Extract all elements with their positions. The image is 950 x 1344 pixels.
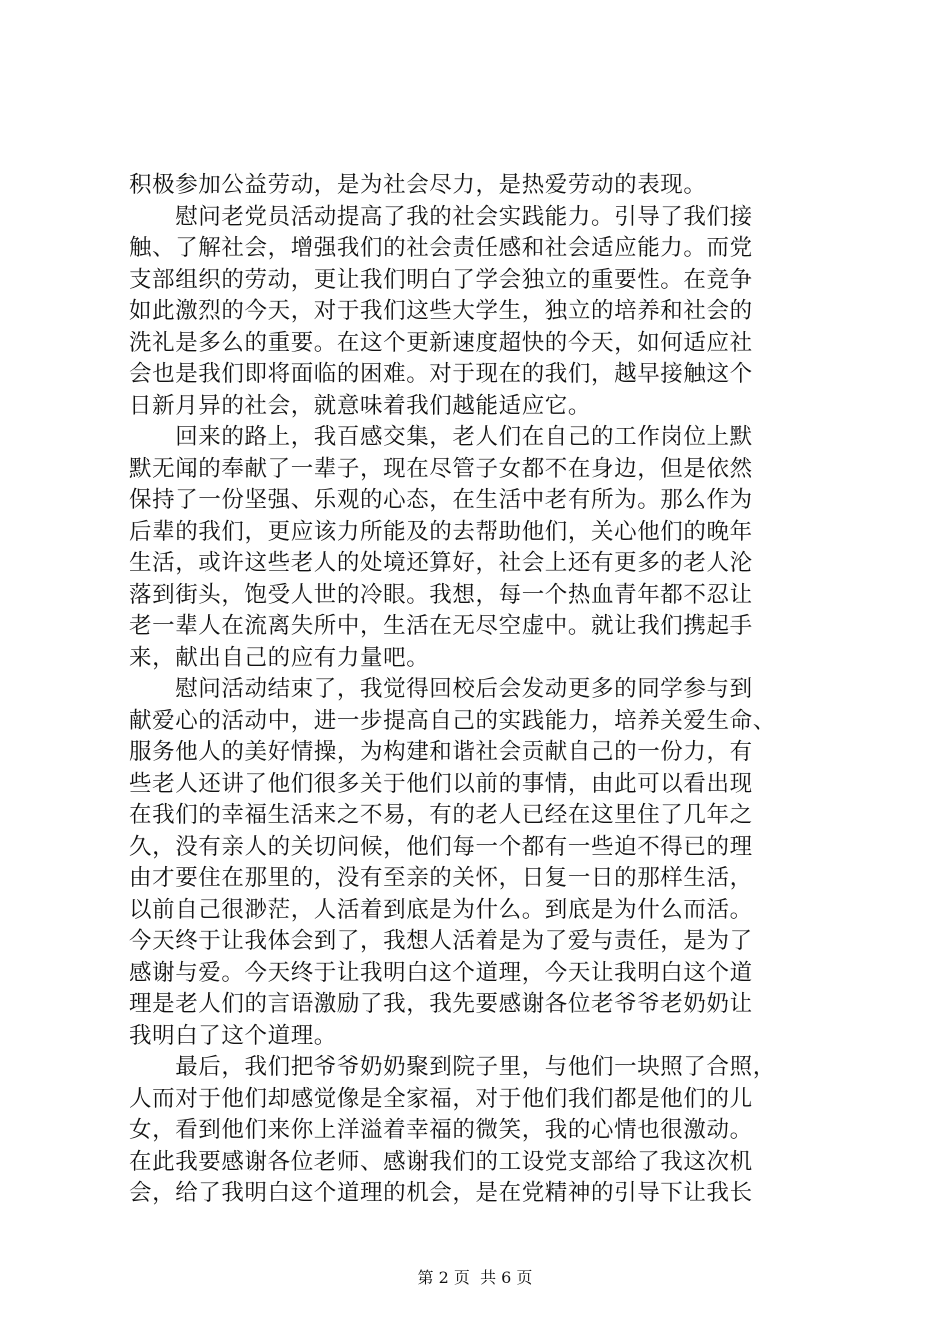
text-line: 如此激烈的今天，对于我们这些大学生，独立的培养和社会的: [129, 298, 753, 324]
text-line: 会，给了我明白这个道理的机会，是在党精神的引导下让我长: [129, 1180, 753, 1206]
text-line: 人而对于他们却感觉像是全家福，对于他们我们都是他们的儿: [129, 1085, 753, 1112]
text-line: 慰问活动结束了，我觉得回校后会发动更多的同学参与到: [129, 676, 753, 702]
text-line: 献爱心的活动中，进一步提高自己的实践能力，培养关爱生命、: [129, 707, 776, 734]
text-line: 感谢与爱。今天终于让我明白这个道理，今天让我明白这个道: [129, 959, 753, 986]
text-line: 由才要住在那里的，没有至亲的关怀，日复一日的那样生活，: [129, 865, 753, 891]
page-number: 第 2 页 共 6 页: [417, 1268, 533, 1287]
text-line: 在我们的幸福生活来之不易，有的老人已经在这里住了几年之: [129, 802, 753, 828]
text-line: 日新月异的社会，就意味着我们越能适应它。: [129, 392, 592, 419]
text-line: 生活，或许这些老人的处境还算好，社会上还有更多的老人沦: [129, 550, 753, 576]
text-line: 支部组织的劳动，更让我们明白了学会独立的重要性。在竞争: [129, 266, 753, 293]
text-line: 些老人还讲了他们很多关于他们以前的事情，由此可以看出现: [129, 770, 753, 797]
text-line: 在此我要感谢各位老师、感谢我们的工设党支部给了我这次机: [129, 1148, 753, 1175]
page-footer: [0, 1268, 950, 1288]
text-line: 理是老人们的言语激励了我，我先要感谢各位老爷爷老奶奶让: [129, 991, 753, 1017]
text-line: 久，没有亲人的关切问候，他们每一个都有一些迫不得已的理: [129, 833, 753, 860]
text-line: 今天终于让我体会到了，我想人活着是为了爱与责任，是为了: [129, 928, 753, 954]
body-text: [129, 170, 841, 1210]
text-line: 来，献出自己的应有力量吧。: [129, 644, 430, 671]
text-line: 洗礼是多么的重要。在这个更新速度超快的今天，如何适应社: [129, 329, 753, 356]
text-line: 我明白了这个道理。: [129, 1022, 337, 1049]
text-line: 落到街头，饱受人世的冷眼。我想，每一个热血青年都不忍让: [129, 581, 753, 608]
text-line: 后辈的我们，更应该力所能及的去帮助他们，关心他们的晚年: [129, 518, 753, 545]
text-line: 最后，我们把爷爷奶奶聚到院子里，与他们一块照了合照，: [129, 1054, 776, 1080]
text-line: 女，看到他们来你上洋溢着幸福的微笑，我的心情也很激动。: [129, 1117, 753, 1143]
text-line: 服务他人的美好情操，为构建和谐社会贡献自己的一份力，有: [129, 739, 753, 765]
text-line: 以前自己很渺茫，人活着到底是为什么。到底是为什么而活。: [129, 896, 753, 923]
text-line: 保持了一份坚强、乐观的心态，在生活中老有所为。那么作为: [129, 487, 753, 513]
text-line: 回来的路上，我百感交集，老人们在自己的工作岗位上默: [129, 424, 753, 450]
text-line: 触、了解社会，增强我们的社会责任感和社会适应能力。而党: [129, 235, 753, 261]
text-line: 慰问老党员活动提高了我的社会实践能力。引导了我们接: [129, 203, 753, 230]
text-line: 老一辈人在流离失所中，生活在无尽空虚中。就让我们携起手: [129, 613, 753, 639]
text-line: 默无闻的奉献了一辈子，现在尽管子女都不在身边，但是依然: [129, 455, 753, 482]
text-line: 积极参加公益劳动，是为社会尽力，是热爱劳动的表现。: [129, 172, 707, 198]
text-line: 会也是我们即将面临的困难。对于现在的我们，越早接触这个: [129, 361, 753, 387]
